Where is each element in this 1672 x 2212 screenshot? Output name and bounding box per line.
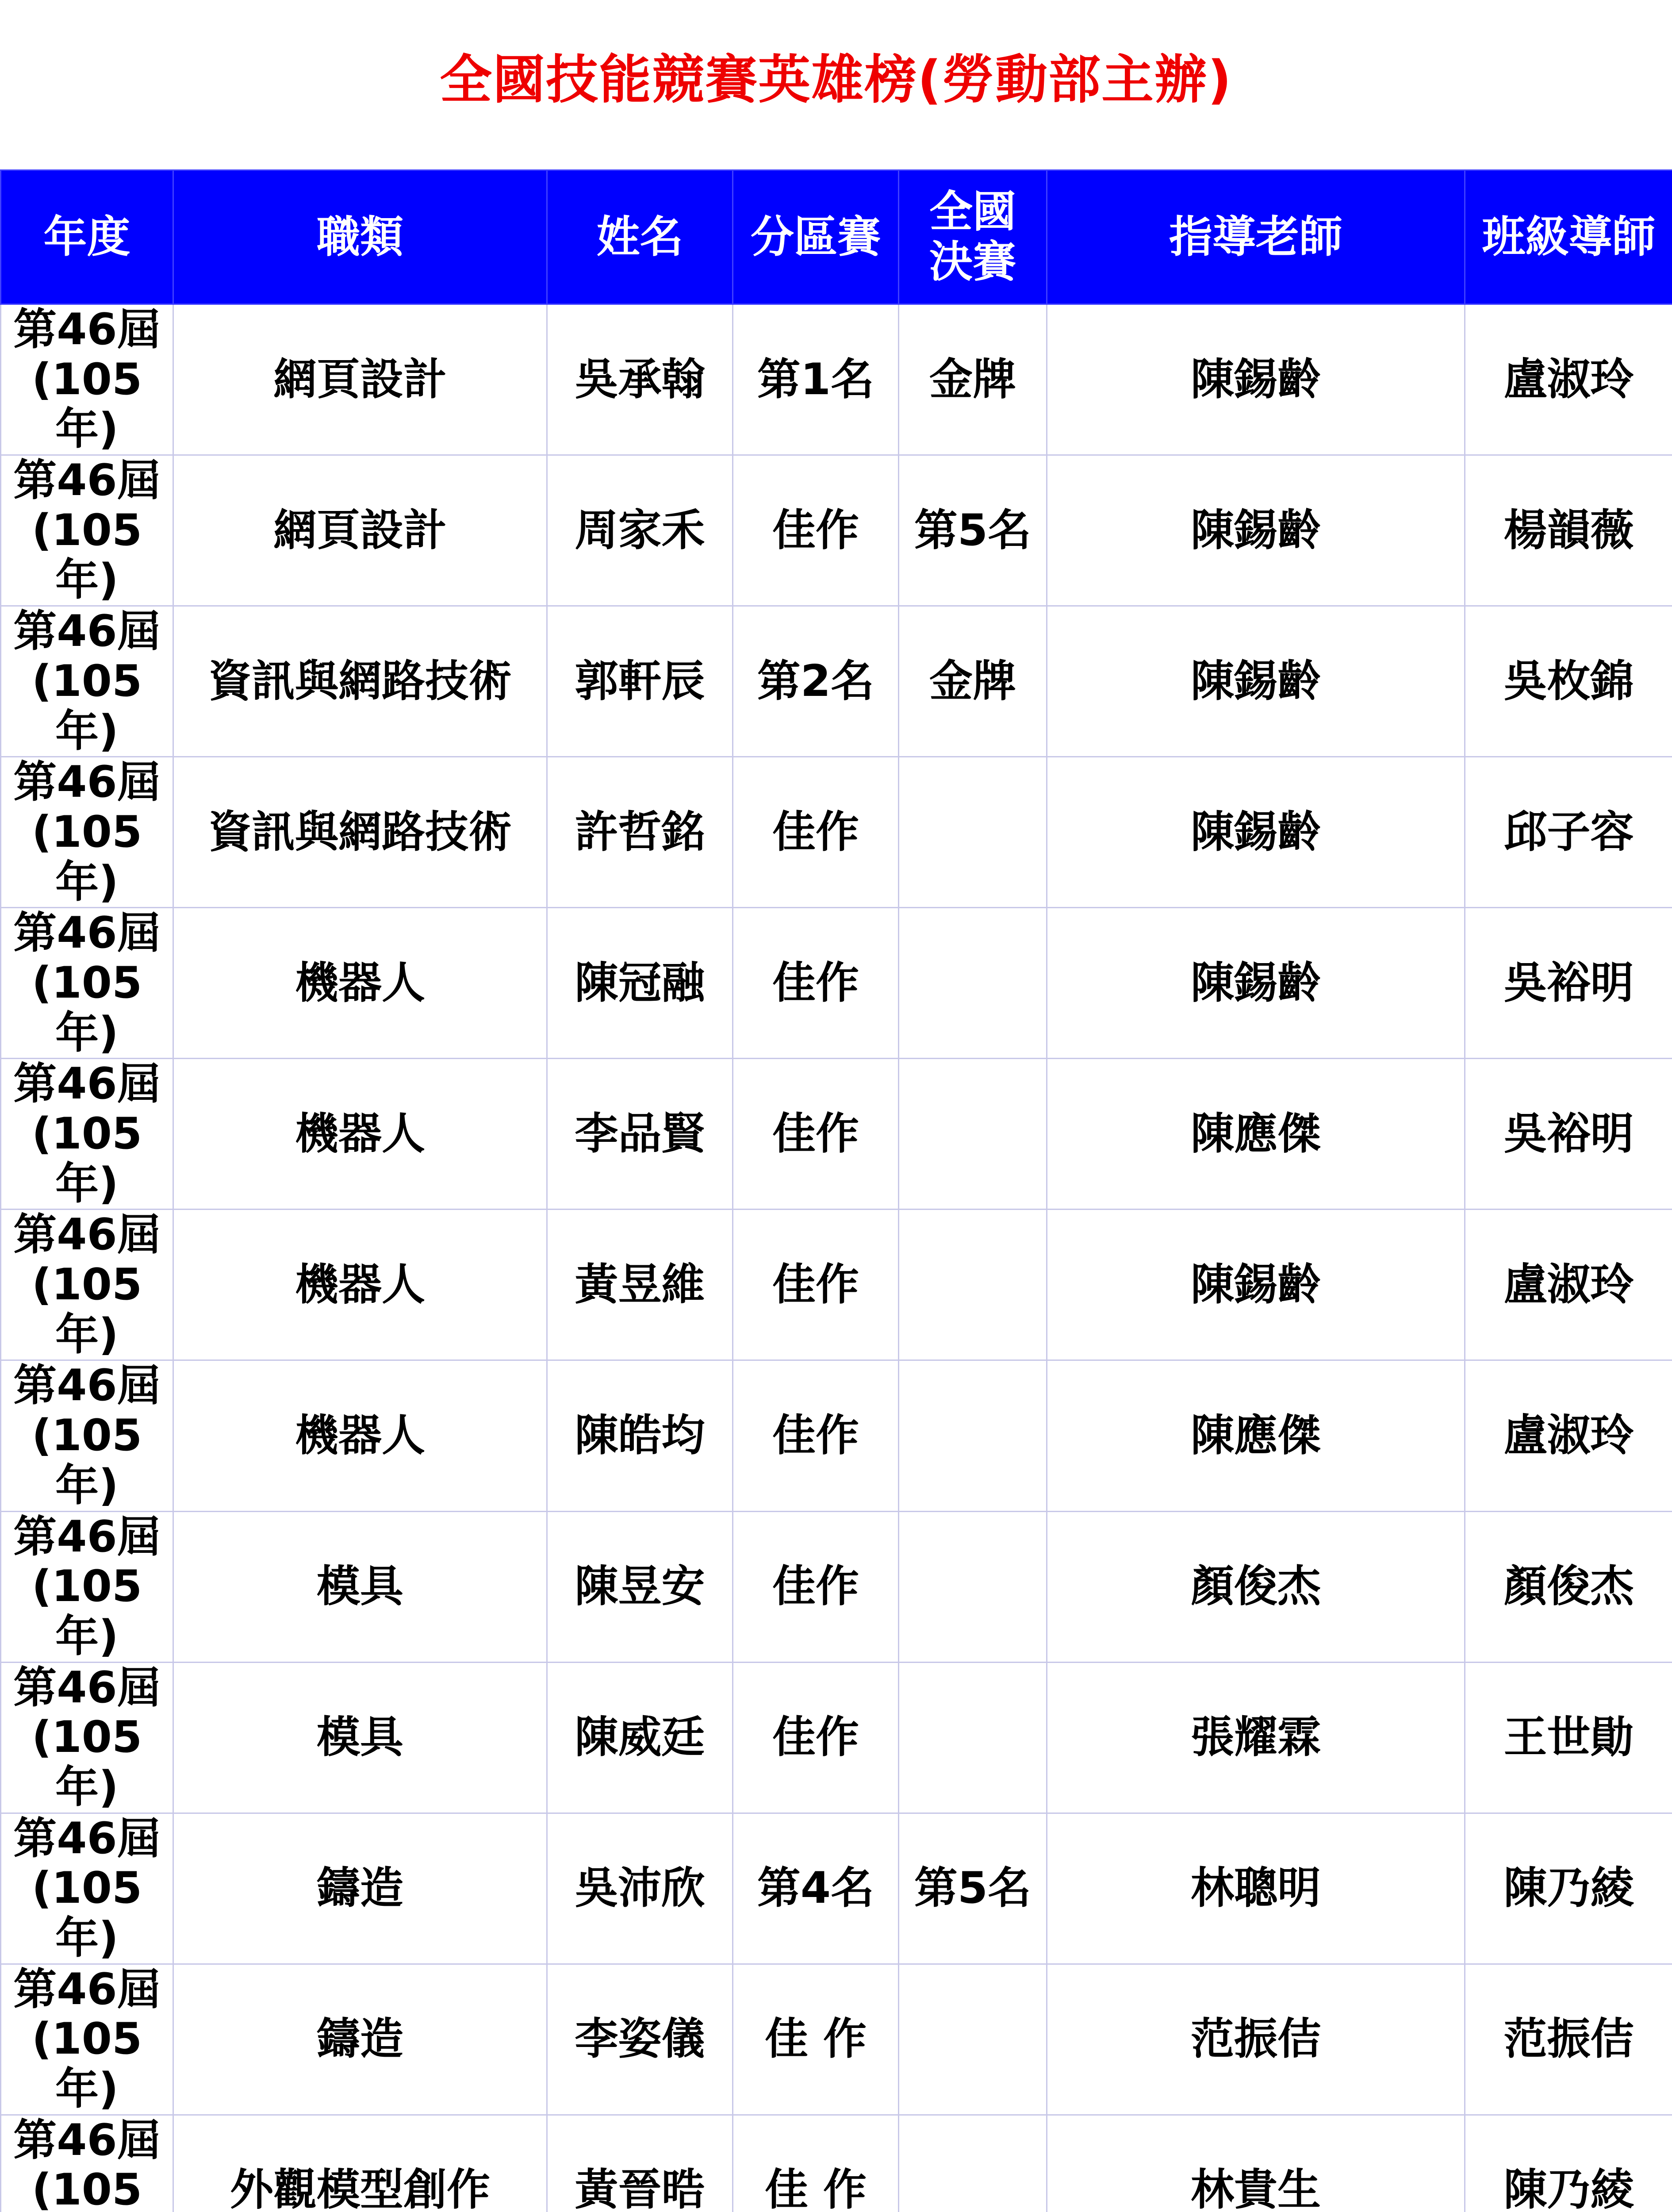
cell-name: 周家禾 <box>547 455 733 606</box>
cell-year <box>1 908 173 1059</box>
cell-homeroom: 范振佶 <box>1465 1964 1672 2115</box>
cell-year-label: (105年) <box>1 1109 173 1209</box>
cell-instructor: 陳錫齡 <box>1047 606 1465 757</box>
cell-year-label: (105年) <box>1 1562 173 1661</box>
table-header <box>1 170 1672 304</box>
cell-regional: 佳 作 <box>733 2115 899 2212</box>
cell-edition: 第46屆 <box>1 456 173 506</box>
table-row <box>1 1813 1672 1964</box>
header-homeroom: 班級導師 <box>1465 170 1672 304</box>
cell-year <box>1 1360 173 1511</box>
cell-edition: 第46屆 <box>1 1210 173 1260</box>
cell-trade: 資訊與網路技術 <box>173 757 547 908</box>
cell-year-label: (105年) <box>1 1713 173 1812</box>
cell-regional: 第1名 <box>733 304 899 455</box>
cell-national <box>899 1210 1047 1360</box>
cell-homeroom: 吳裕明 <box>1465 908 1672 1059</box>
header-instructor: 指導老師 <box>1047 170 1465 304</box>
cell-year <box>1 1813 173 1964</box>
cell-edition: 第46屆 <box>1 1663 173 1713</box>
table-row <box>1 2115 1672 2212</box>
cell-instructor: 張耀霖 <box>1047 1662 1465 1813</box>
table-row <box>1 304 1672 455</box>
header-trade: 職類 <box>173 170 547 304</box>
cell-homeroom: 陳乃綾 <box>1465 2115 1672 2212</box>
cell-national <box>899 757 1047 908</box>
cell-instructor: 陳錫齡 <box>1047 908 1465 1059</box>
cell-regional: 佳作 <box>733 1511 899 1662</box>
cell-instructor: 陳錫齡 <box>1047 757 1465 908</box>
cell-instructor: 顏俊杰 <box>1047 1511 1465 1662</box>
cell-name: 陳皓均 <box>547 1360 733 1511</box>
cell-homeroom: 邱子容 <box>1465 757 1672 908</box>
cell-year-label: (105年) <box>1 657 173 756</box>
cell-trade: 鑄造 <box>173 1964 547 2115</box>
cell-regional: 佳作 <box>733 908 899 1059</box>
cell-name: 李姿儀 <box>547 1964 733 2115</box>
cell-national <box>899 1662 1047 1813</box>
cell-name: 吳沛欣 <box>547 1813 733 1964</box>
cell-year <box>1 1059 173 1210</box>
cell-name: 李品賢 <box>547 1059 733 1210</box>
cell-homeroom: 盧淑玲 <box>1465 1360 1672 1511</box>
table-row <box>1 1360 1672 1511</box>
cell-year-label: (105年) <box>1 2014 173 2114</box>
cell-homeroom: 顏俊杰 <box>1465 1511 1672 1662</box>
cell-instructor: 陳應傑 <box>1047 1059 1465 1210</box>
header-row <box>1 170 1672 304</box>
header-regional: 分區賽 <box>733 170 899 304</box>
cell-trade: 模具 <box>173 1662 547 1813</box>
header-national <box>899 170 1047 304</box>
cell-homeroom: 王世勛 <box>1465 1662 1672 1813</box>
cell-trade: 機器人 <box>173 1360 547 1511</box>
cell-national: 金牌 <box>899 304 1047 455</box>
cell-instructor: 陳應傑 <box>1047 1360 1465 1511</box>
cell-national <box>899 1360 1047 1511</box>
cell-regional: 第4名 <box>733 1813 899 1964</box>
cell-trade: 機器人 <box>173 908 547 1059</box>
winners-table <box>0 169 1672 2212</box>
table-row <box>1 455 1672 606</box>
table-row <box>1 1059 1672 1210</box>
cell-trade: 鑄造 <box>173 1813 547 1964</box>
cell-name: 黃晉晧 <box>547 2115 733 2212</box>
cell-national <box>899 1964 1047 2115</box>
cell-trade: 網頁設計 <box>173 455 547 606</box>
cell-edition: 第46屆 <box>1 757 173 807</box>
table-row <box>1 606 1672 757</box>
cell-year-label: (105年) <box>1 1260 173 1359</box>
cell-instructor: 陳錫齡 <box>1047 304 1465 455</box>
cell-year <box>1 304 173 455</box>
cell-regional: 第2名 <box>733 606 899 757</box>
cell-name: 陳冠融 <box>547 908 733 1059</box>
cell-year-label: (105年) <box>1 807 173 907</box>
cell-homeroom: 吳枚錦 <box>1465 606 1672 757</box>
cell-homeroom: 楊韻薇 <box>1465 455 1672 606</box>
cell-homeroom: 吳裕明 <box>1465 1059 1672 1210</box>
cell-trade: 模具 <box>173 1511 547 1662</box>
cell-edition: 第46屆 <box>1 1059 173 1109</box>
cell-edition: 第46屆 <box>1 607 173 657</box>
cell-name: 郭軒辰 <box>547 606 733 757</box>
header-year: 年度 <box>1 170 173 304</box>
table-row <box>1 1964 1672 2115</box>
cell-regional: 佳作 <box>733 1059 899 1210</box>
table-row <box>1 1662 1672 1813</box>
cell-edition: 第46屆 <box>1 1361 173 1411</box>
cell-national: 第5名 <box>899 455 1047 606</box>
cell-instructor: 林聰明 <box>1047 1813 1465 1964</box>
cell-year-label: (105年) <box>1 1863 173 1963</box>
cell-year-label: (105年) <box>1 958 173 1058</box>
cell-national <box>899 1059 1047 1210</box>
cell-year <box>1 757 173 908</box>
header-national-line1: 全國 <box>929 187 1016 237</box>
header-national-line2: 決賽 <box>929 237 1016 287</box>
cell-regional: 佳作 <box>733 1210 899 1360</box>
cell-name: 許哲銘 <box>547 757 733 908</box>
cell-year-label: (105年) <box>1 1411 173 1510</box>
cell-name: 黃昱維 <box>547 1210 733 1360</box>
table-row <box>1 1511 1672 1662</box>
table-row <box>1 908 1672 1059</box>
cell-edition: 第46屆 <box>1 908 173 958</box>
cell-instructor: 陳錫齡 <box>1047 1210 1465 1360</box>
cell-edition: 第46屆 <box>1 2116 173 2166</box>
cell-instructor: 陳錫齡 <box>1047 455 1465 606</box>
cell-trade: 網頁設計 <box>173 304 547 455</box>
header-national-text <box>929 187 1016 287</box>
cell-trade: 資訊與網路技術 <box>173 606 547 757</box>
cell-regional: 佳作 <box>733 1662 899 1813</box>
cell-year <box>1 455 173 606</box>
cell-regional: 佳作 <box>733 455 899 606</box>
cell-regional: 佳作 <box>733 757 899 908</box>
cell-homeroom: 盧淑玲 <box>1465 304 1672 455</box>
cell-national <box>899 908 1047 1059</box>
cell-year <box>1 1662 173 1813</box>
cell-name: 吳承翰 <box>547 304 733 455</box>
cell-year <box>1 606 173 757</box>
cell-national <box>899 1511 1047 1662</box>
cell-national <box>899 2115 1047 2212</box>
header-name: 姓名 <box>547 170 733 304</box>
cell-year <box>1 1511 173 1662</box>
cell-regional: 佳作 <box>733 1360 899 1511</box>
cell-edition: 第46屆 <box>1 1814 173 1864</box>
table-body <box>1 304 1672 2212</box>
cell-edition: 第46屆 <box>1 305 173 355</box>
table-row <box>1 757 1672 908</box>
cell-year <box>1 2115 173 2212</box>
cell-year-label: (105 <box>1 2165 173 2212</box>
cell-trade: 機器人 <box>173 1059 547 1210</box>
cell-trade: 機器人 <box>173 1210 547 1360</box>
cell-regional: 佳 作 <box>733 1964 899 2115</box>
cell-year <box>1 1210 173 1360</box>
cell-name: 陳昱安 <box>547 1511 733 1662</box>
table-row <box>1 1210 1672 1360</box>
cell-national: 金牌 <box>899 606 1047 757</box>
page-title: 全國技能競賽英雄榜(勞動部主辦) <box>0 42 1672 117</box>
cell-instructor: 范振佶 <box>1047 1964 1465 2115</box>
cell-name: 陳威廷 <box>547 1662 733 1813</box>
cell-homeroom: 盧淑玲 <box>1465 1210 1672 1360</box>
cell-trade: 外觀模型創作 <box>173 2115 547 2212</box>
cell-year-label: (105年) <box>1 506 173 605</box>
cell-edition: 第46屆 <box>1 1512 173 1562</box>
cell-year <box>1 1964 173 2115</box>
cell-year-label: (105年) <box>1 355 173 454</box>
cell-instructor: 林貴生 <box>1047 2115 1465 2212</box>
cell-homeroom: 陳乃綾 <box>1465 1813 1672 1964</box>
cell-national: 第5名 <box>899 1813 1047 1964</box>
cell-edition: 第46屆 <box>1 1965 173 2015</box>
